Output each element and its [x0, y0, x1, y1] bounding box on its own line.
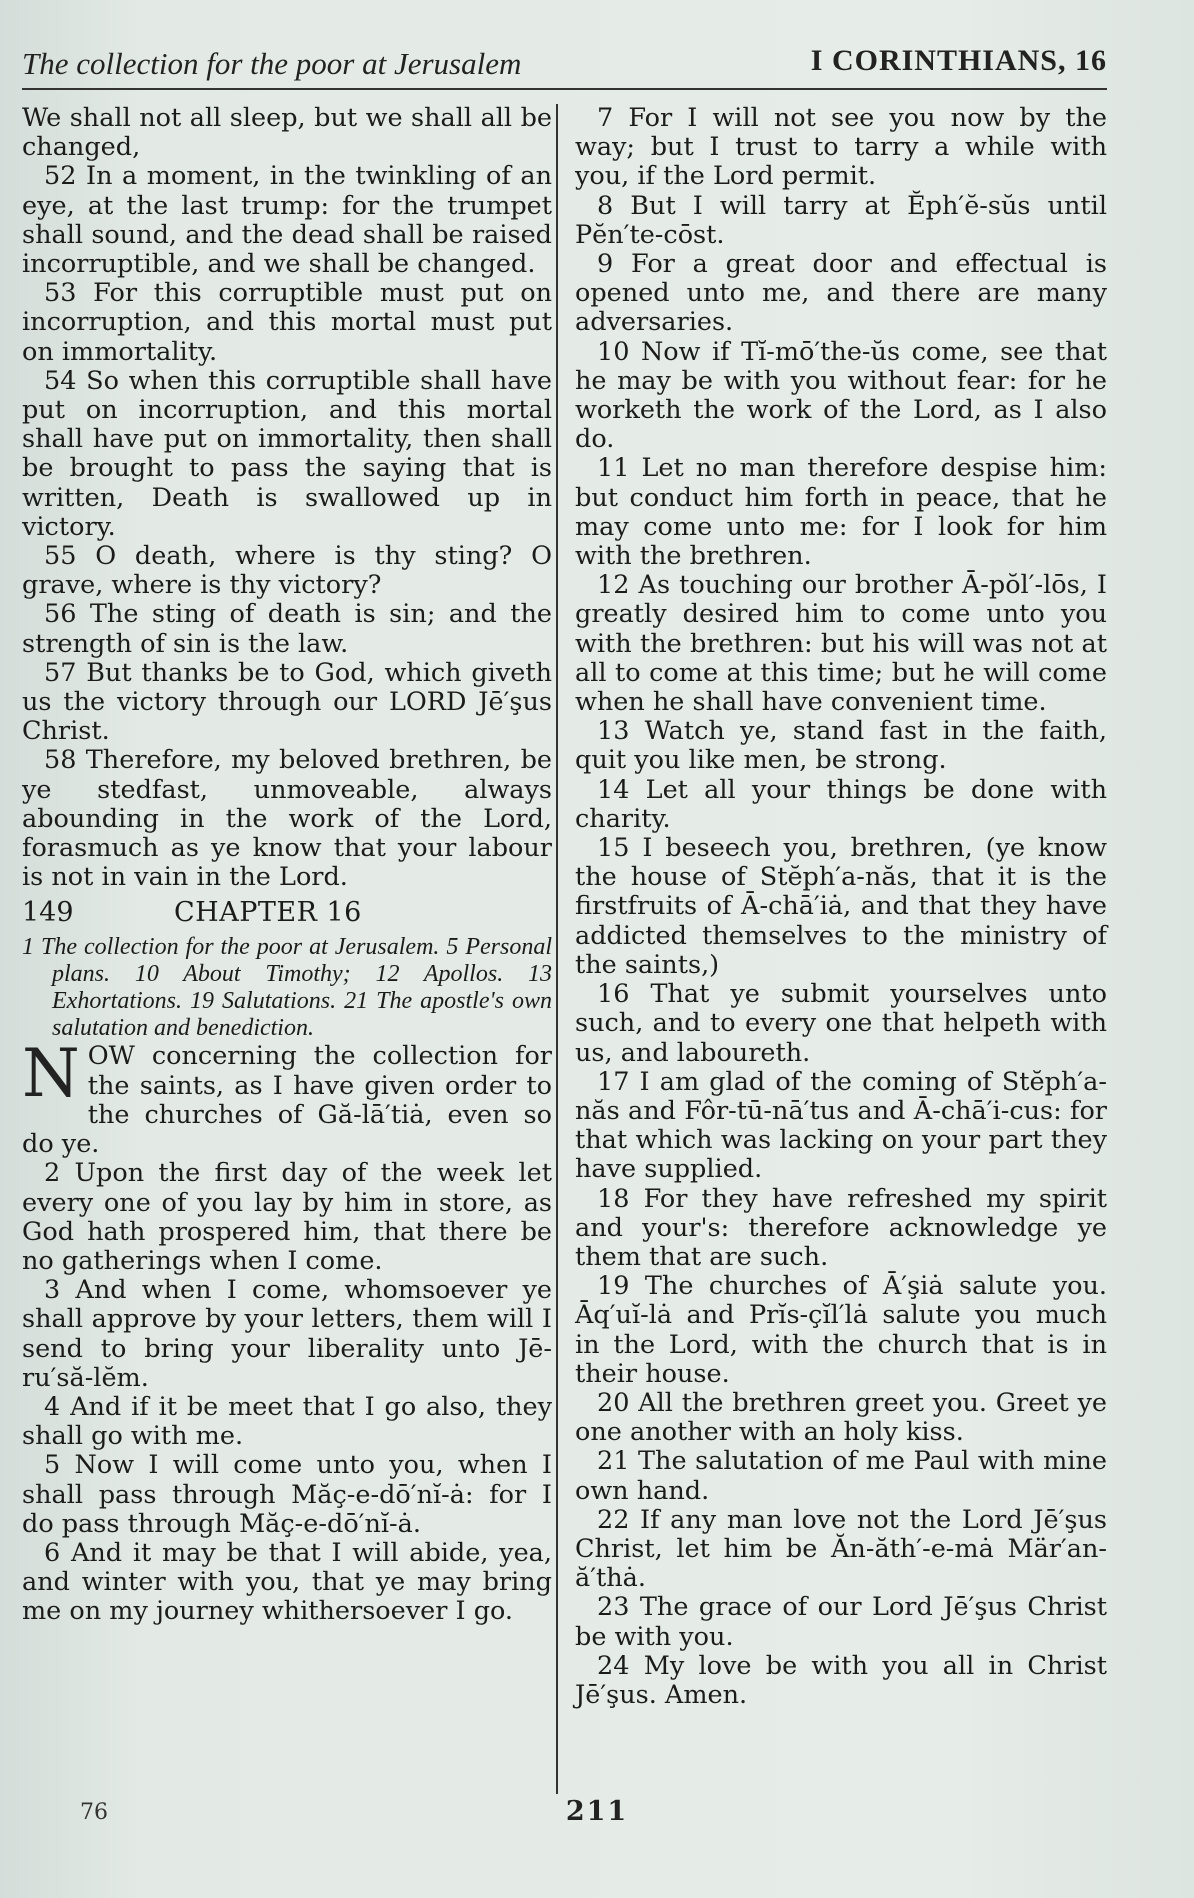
footer-signature-number: 76	[80, 1800, 108, 1825]
verse-54: 54 So when this corruptible shall have put on incorruption, and this mortal shall have put on immortality, then shall be brought to pass the saying that is written, Death is swallowed up in victory.	[22, 365, 552, 542]
verse-16: 16 That ye submit yourselves unto such, and to every one that helpeth with us, and laboureth.	[575, 979, 1107, 1068]
verse-14: 14 Let all your things be done with charity.	[575, 774, 1107, 834]
chapter-reference-number: 149	[22, 897, 74, 929]
header-topic: The collection for the poor at Jerusalem	[22, 46, 522, 81]
chapter-title: CHAPTER 16	[174, 897, 362, 929]
verse-15: 15 I beseech you, brethren, (ye know the house of Stĕph′a-năs, that it is the firstfruits of Ā-chā′iȧ, and that they have addicted themselves to the ministry of the saints,)	[575, 833, 1107, 980]
verse-13: 13 Watch ye, stand fast in the faith, quit you like men, be strong.	[575, 716, 1107, 776]
header-rule	[22, 88, 1107, 90]
verse-23: 23 The grace of our Lord Jē′şus Christ be with you.	[575, 1592, 1107, 1652]
verse-21: 21 The salutation of me Paul with mine own hand.	[575, 1446, 1107, 1506]
chapter-heading	[22, 898, 552, 932]
verse-4: 4 And if it be meet that I go also, they shall go with me.	[22, 1391, 552, 1452]
verse-6: 6 And it may be that I will abide, yea, and winter with you, that ye may bring me on my journey whithersoever I go.	[22, 1537, 552, 1627]
verse-56: 56 The sting of death is sin; and the strength of sin is the law.	[22, 599, 552, 659]
right-column	[575, 104, 1107, 1710]
verse-55: 55 O death, where is thy sting? O grave, where is thy victory?	[22, 541, 552, 601]
verse-20: 20 All the brethren greet you. Greet ye one another with an holy kiss.	[575, 1387, 1107, 1448]
header-book-chapter: I CORINTHIANS, 16	[810, 44, 1107, 77]
verse-1-text: OW concerning the collection for the saints, as I have given order to the churches of Gă-lā′tiȧ, even so do ye.	[22, 1041, 552, 1160]
verse-52: 52 In a moment, in the twinkling of an eye, at the last trump: for the trumpet shall sound, and the dead shall be raised incorruptible, and we shall be changed.	[22, 161, 552, 280]
verse-7: 7 For I will not see you now by the way; but I trust to tarry a while with you, if the Lord permit.	[575, 103, 1107, 192]
verse-24: 24 My love be with you all in Christ Jē′şus. Amen.	[575, 1650, 1107, 1710]
verse-51-continuation: We shall not all sleep, but we shall all be changed,	[22, 103, 552, 163]
verse-19: 19 The churches of Ā′şiȧ salute you. Āq′uĭ-lȧ and Prĭs-çĭl′lȧ salute you much in the Lord, with the church that is in their house.	[575, 1271, 1107, 1389]
chapter-summary: 1 The collection for the poor at Jerusalem. 5 Personal plans. 10 About Timothy; 12 Apollos. 13 Exhortations. 19 Salutations. 21 The apostle's own salutation and benediction.	[22, 934, 552, 1042]
verse-3: 3 And when I come, whomsoever ye shall approve by your letters, them will I send to bring your liberality unto Jē-ru′să-lĕm.	[22, 1275, 552, 1393]
verse-10: 10 Now if Tĭ-mō′the-ŭs come, see that he may be with you without fear: for he worketh the work of the Lord, as I also do.	[575, 336, 1107, 455]
verse-53: 53 For this corruptible must put on incorruption, and this mortal must put on immortality.	[22, 278, 552, 367]
verse-8: 8 But I will tarry at Ĕph′ĕ-sŭs until Pĕn′te-cōst.	[575, 190, 1107, 250]
verse-22: 22 If any man love not the Lord Jē′şus Christ, let him be Ăn-ăth′-e-mȧ Mär′an-ă′thȧ.	[575, 1504, 1107, 1594]
running-header	[22, 46, 1107, 88]
column-divider	[556, 104, 558, 1794]
verse-58: 58 Therefore, my beloved brethren, be ye stedfast, unmoveable, always abounding in the work of the Lord, forasmuch as ye know that your labour is not in vain in the Lord.	[22, 745, 552, 893]
drop-cap: N	[22, 1035, 80, 1113]
page-number: 211	[565, 1796, 629, 1827]
verse-5: 5 Now I will come unto you, when I shall pass through Măç-e-dō′nĭ-ȧ: for I do pass through Măç-e-dō′nĭ-ȧ.	[22, 1450, 552, 1539]
verse-1	[22, 1035, 552, 1160]
left-column	[22, 104, 552, 1627]
verse-2: 2 Upon the first day of the week let every one of you lay by him in store, as God hath prospered him, that there be no gatherings when I come.	[22, 1158, 552, 1276]
verse-17: 17 I am glad of the coming of Stĕph′a-năs and Fôr-tū-nā′tus and Ā-chā′i-cus: for that which was lacking on your part they have supplied.	[575, 1066, 1107, 1185]
verse-12: 12 As touching our brother Ā-pŏl′-lōs, I greatly desired him to come unto you with the brethren: but his will was not at all to come at this time; but he will come when he shall have convenient time.	[575, 570, 1107, 718]
verse-9: 9 For a great door and effectual is opened unto me, and there are many adversaries.	[575, 249, 1107, 338]
verse-57: 57 But thanks be to God, which giveth us the victory through our LORD Jē′şus Christ.	[22, 657, 552, 747]
verse-11: 11 Let no man therefore despise him: but conduct him forth in peace, that he may come unto me: for I look for him with the brethren.	[575, 453, 1107, 572]
verse-18: 18 For they have refreshed my spirit and your's: therefore acknowledge ye them that are such.	[575, 1183, 1107, 1272]
